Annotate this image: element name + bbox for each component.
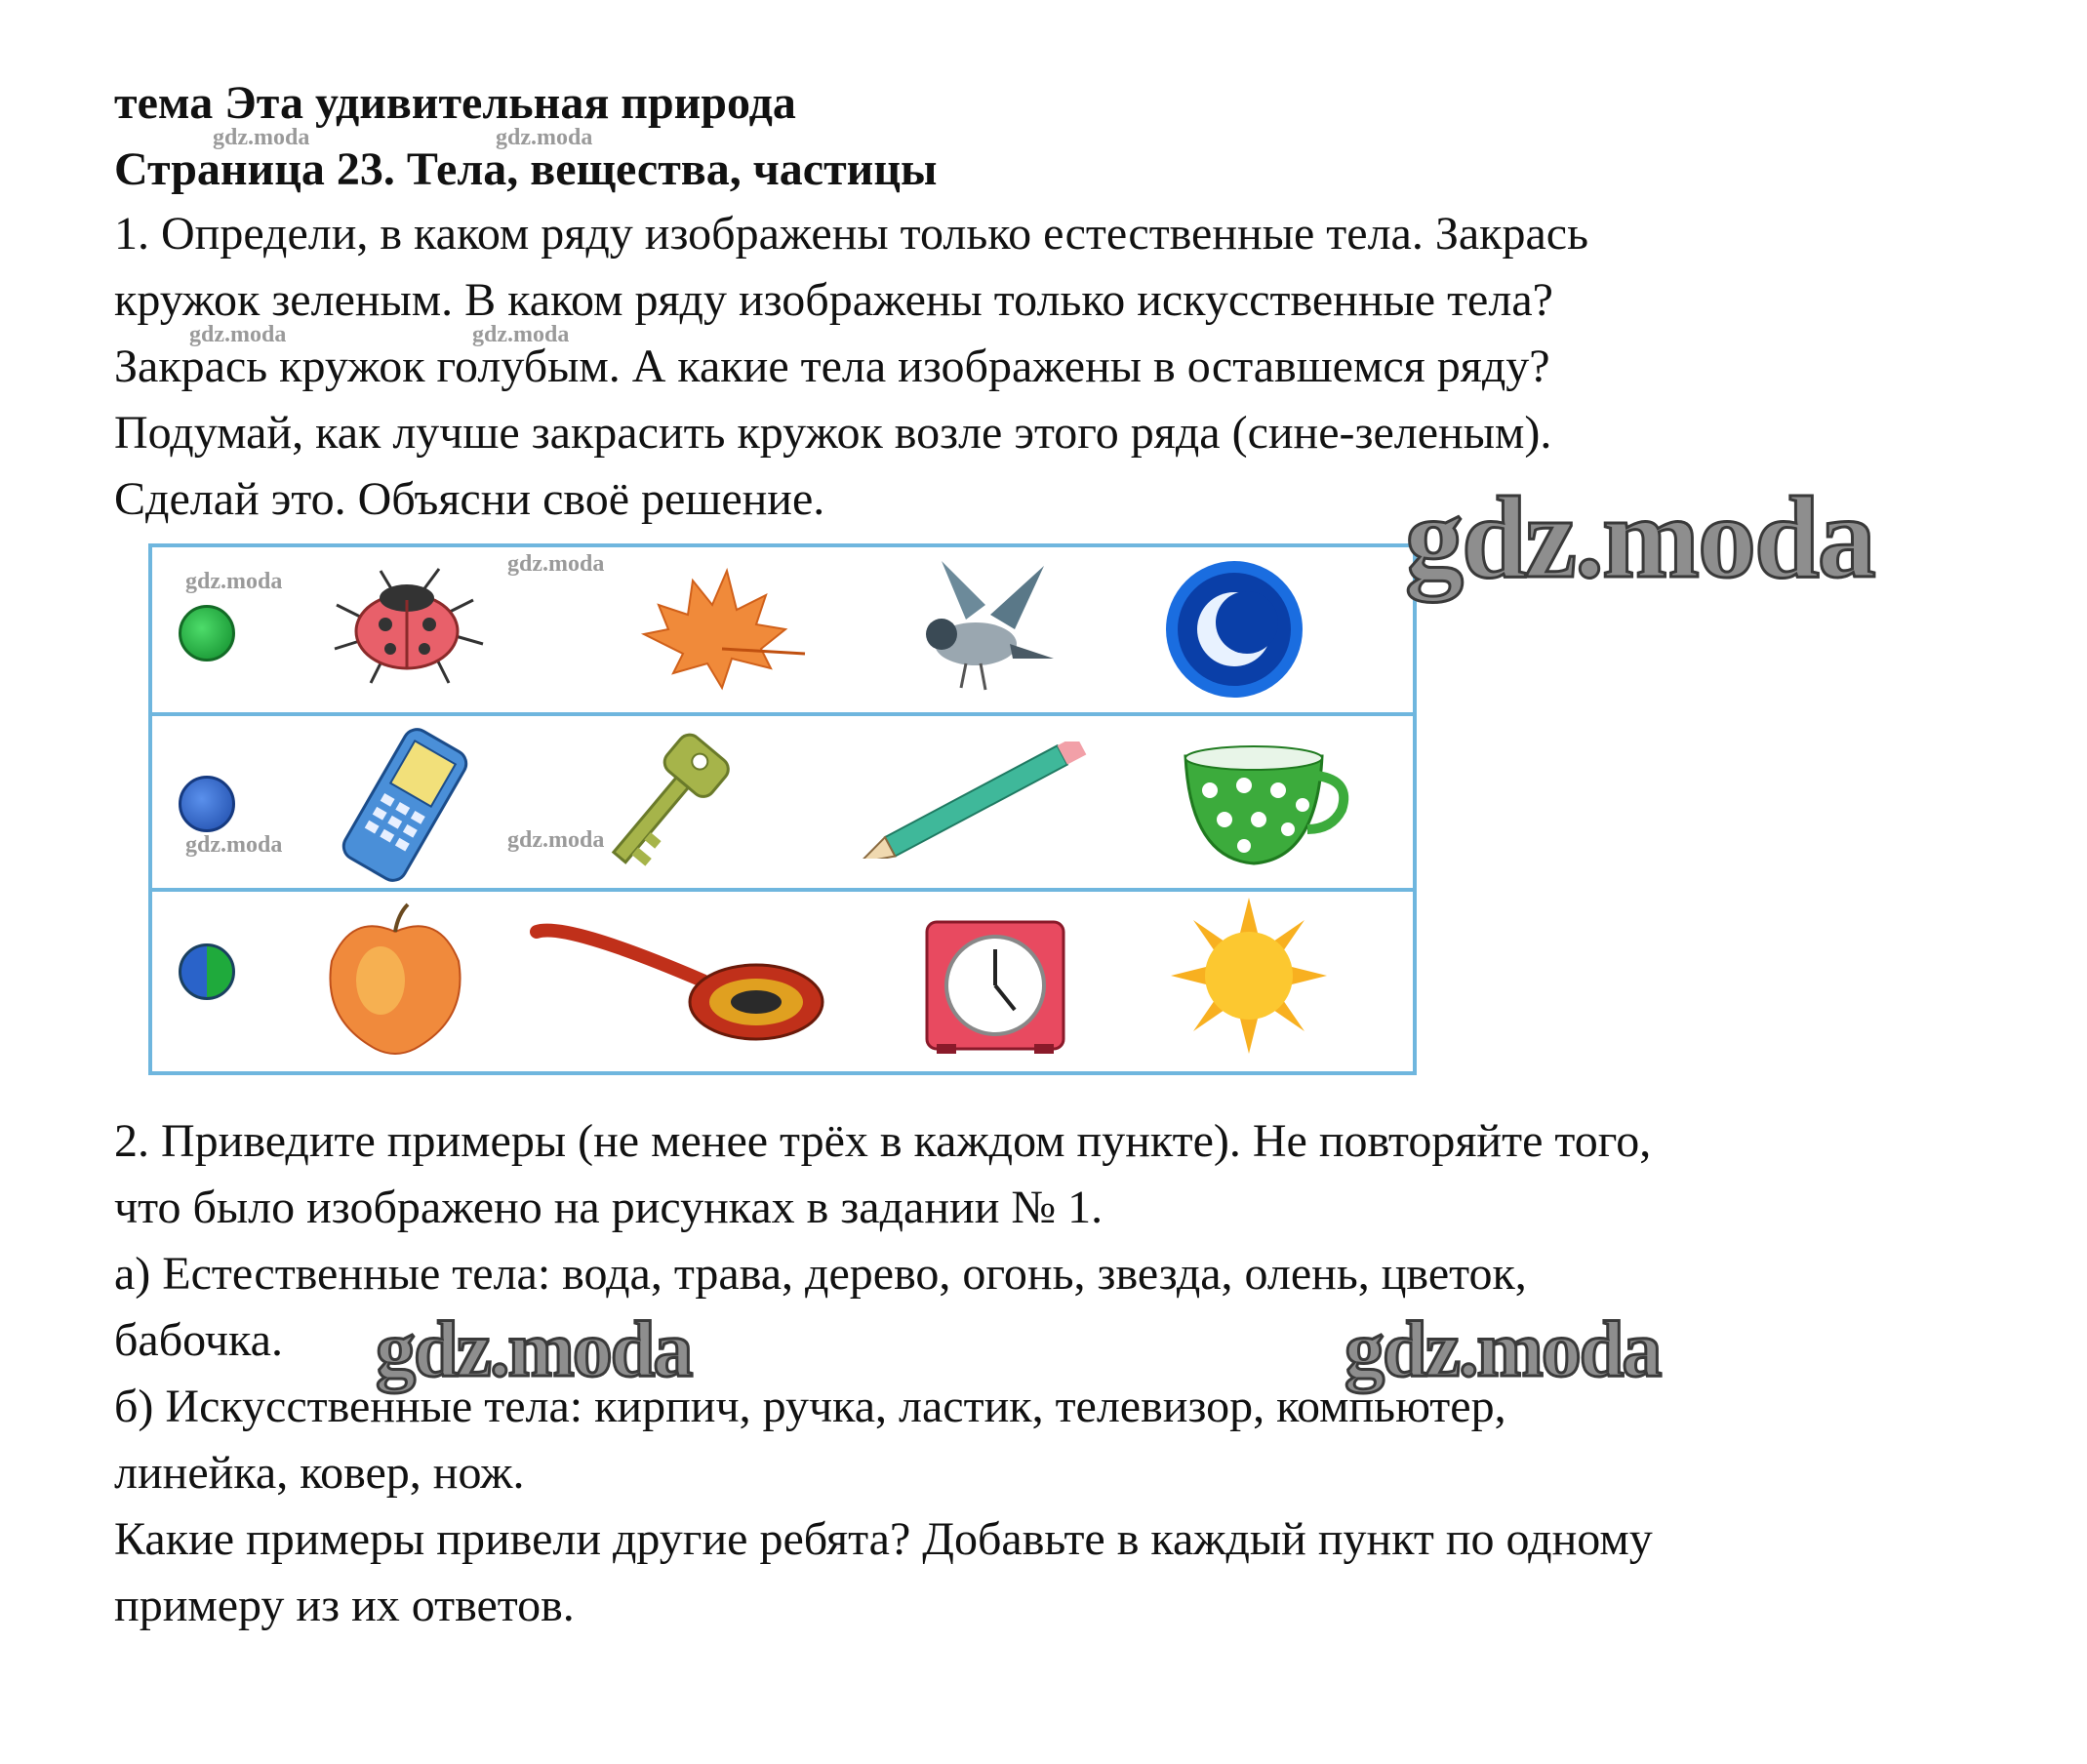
row-separator-2 xyxy=(148,888,1417,892)
apple-icon xyxy=(322,902,468,1059)
task2-line-3: а) Естественные тела: вода, трава, дерево, огонь, звезда, олень, цветок, xyxy=(114,1248,1527,1300)
row1-green-circle xyxy=(179,605,235,662)
watermark-small: gdz.moda xyxy=(213,125,310,150)
key-icon xyxy=(585,727,742,883)
watermark-small: gdz.moda xyxy=(496,125,593,150)
task2-line-7: Какие примеры привели другие ребята? Добавьте в каждый пункт по одному xyxy=(114,1513,1653,1565)
bird-icon xyxy=(907,551,1064,707)
sun-icon xyxy=(1171,898,1327,1054)
pencil-icon xyxy=(839,742,1112,859)
ladybug-icon xyxy=(327,561,493,688)
task2-line-8: примеру из их ответов. xyxy=(114,1580,575,1631)
watermark-large: gdz.moda xyxy=(376,1304,692,1393)
watermark-small: gdz.moda xyxy=(185,832,283,858)
task1-line-5: Сделай это. Объясни своё решение. xyxy=(114,473,825,525)
task1-line-4: Подумай, как лучше закрасить кружок возле этого ряда (сине-зеленым). xyxy=(114,407,1552,459)
mobile-phone-icon xyxy=(317,727,493,883)
cup-icon xyxy=(1171,737,1356,873)
row2-blue-circle xyxy=(179,776,235,832)
task2-line-5: б) Искусственные тела: кирпич, ручка, ластик, телевизор, компьютер, xyxy=(114,1381,1506,1432)
spoon-icon xyxy=(527,912,829,1049)
task2-line-6: линейка, ковер, нож. xyxy=(114,1447,525,1499)
watermark-small: gdz.moda xyxy=(189,322,287,347)
task1-line-3: Закрась кружок голубым. А какие тела изображены в оставшемся ряду? xyxy=(114,341,1550,392)
row3-blue-green-circle xyxy=(179,943,235,1000)
row-separator-1 xyxy=(148,712,1417,716)
maple-leaf-icon xyxy=(615,556,810,702)
task2-line-1: 2. Приведите примеры (не менее трёх в каждом пункте). Не повторяйте того, xyxy=(114,1115,1652,1167)
watermark-small: gdz.moda xyxy=(185,569,283,594)
task2-line-2: что было изображено на рисунках в задании № 1. xyxy=(114,1182,1104,1233)
watermark-small: gdz.moda xyxy=(507,827,605,853)
moon-icon xyxy=(1161,556,1307,702)
topic-heading: тема Эта удивительная природа xyxy=(114,77,796,129)
alarm-clock-icon xyxy=(917,902,1073,1059)
task1-line-2: кружок зеленым. В каком ряду изображены только искусственные тела? xyxy=(114,274,1553,326)
watermark-large: gdz.moda xyxy=(1345,1304,1661,1393)
illustration-panel xyxy=(137,532,1432,1086)
task2-line-4: бабочка. xyxy=(114,1314,283,1366)
watermark-small: gdz.moda xyxy=(472,322,570,347)
watermark-small: gdz.moda xyxy=(507,551,605,577)
task1-line-1: 1. Определи, в каком ряду изображены только естественные тела. Закрась xyxy=(114,208,1588,260)
page-title: Страница 23. Тела, вещества, частицы xyxy=(114,143,938,195)
watermark-large: gdz.moda xyxy=(1405,472,1874,602)
